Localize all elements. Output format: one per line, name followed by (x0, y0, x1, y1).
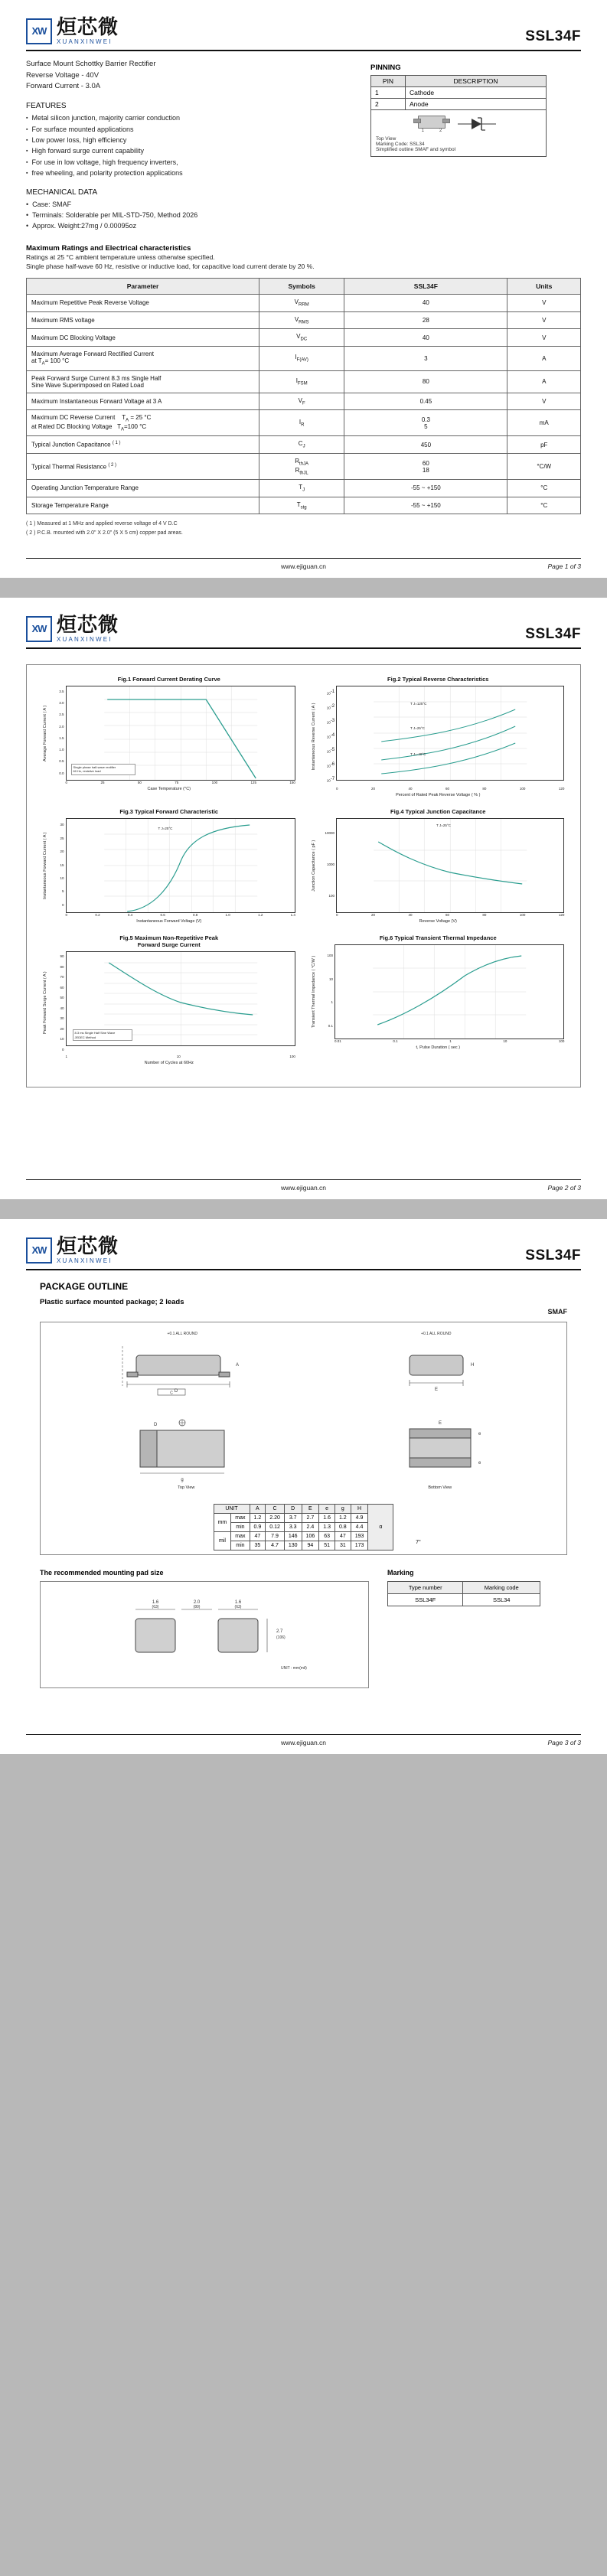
param-value: 450 (344, 436, 507, 454)
chart-plot-area (336, 818, 564, 913)
chart-title: Fig.6 Typical Transient Thermal Impedance (379, 934, 497, 942)
table-row (214, 1523, 393, 1532)
part-number-title: SSL34F (525, 1247, 581, 1264)
curve-label-25c: T J=25°C (158, 827, 173, 831)
svg-text:UNIT : mm(mil): UNIT : mm(mil) (281, 1666, 307, 1671)
page-2 (0, 598, 607, 1199)
table-row (27, 453, 581, 479)
chart-xlabel: Percent of Rated Peak Reverse Voltage ( % ) (396, 793, 481, 798)
page-footer (26, 1179, 581, 1192)
chart-xlabel: Number of Cycles at 60Hz (144, 1061, 194, 1066)
table-row (371, 87, 547, 99)
param-value: 80 (344, 370, 507, 393)
col-D: D (284, 1505, 302, 1514)
param-symbol: $C_J$ (259, 436, 344, 454)
marking-table (387, 1581, 540, 1606)
param-value: 0.45 (344, 393, 507, 410)
param-value: 28 (344, 311, 507, 329)
col-parameter: Parameter (27, 279, 259, 295)
page-header (26, 17, 581, 51)
row-qualifier: min (231, 1523, 250, 1532)
list-item: ▪ free wheeling, and polarity protection applications (26, 168, 355, 178)
table-header-row (388, 1582, 540, 1594)
marking-code-value: SSL34 (463, 1594, 540, 1606)
table-row (27, 346, 581, 370)
col-E: E (302, 1505, 319, 1514)
marking-heading: Marking (387, 1569, 414, 1577)
part-number-title: SSL34F (525, 626, 581, 643)
top-view-label: Top View (178, 1485, 195, 1491)
dim-A: 47 (250, 1532, 266, 1541)
list-item: • Case: SMAF (26, 199, 355, 210)
dim-C: 0.12 (266, 1523, 285, 1532)
col-unit: UNIT (214, 1505, 250, 1514)
chart-title: Fig.1 Forward Current Derating Curve (117, 676, 220, 683)
chart-plot-area (66, 818, 295, 913)
table-row (27, 480, 581, 497)
chart-fig4: Fig.4 Typical Junction Capacitance Junction Capacitance ( pF ) 10000 1000 100 T J=25°C 0 20 40 60 80 100 120 Reverse Voltage (V) (312, 808, 565, 924)
logo-pinyin-name: XUANXINWEI (57, 1257, 113, 1265)
smaf-body-icon (418, 116, 445, 129)
col-value: SSL34F (344, 279, 507, 295)
param-symbol: $I_{F(AV)}$ (259, 346, 344, 370)
pin-desc: Anode (406, 99, 547, 110)
pin-1-label: 1 (421, 129, 424, 133)
table-row (27, 311, 581, 329)
mounting-pad-heading: The recommended mounting pad size (40, 1569, 164, 1577)
svg-text:(106): (106) (276, 1635, 286, 1641)
footer-page-number: Page 3 of 3 (547, 1739, 581, 1747)
page-header (26, 1236, 581, 1270)
dim-A: 0.9 (250, 1523, 266, 1532)
company-logo (26, 615, 119, 643)
table-header-row (214, 1505, 393, 1514)
col-type-number: Type number (388, 1582, 463, 1594)
param-value: -55 ~ +150 (344, 497, 507, 514)
table-row (27, 295, 581, 312)
table-row (27, 497, 581, 514)
logo-mark-icon: XW (26, 1237, 52, 1264)
dim-e: 63 (319, 1532, 335, 1541)
param-name: Maximum DC Reverse Current $T_A = 25$ °C at Rated DC Blocking Voltage $T_A=100$ °C (27, 410, 259, 436)
drawing-row-side-views (50, 1332, 557, 1398)
logo-chinese-name: 烜芯微 (57, 15, 119, 38)
pinning-heading: PINNING (370, 64, 401, 72)
param-name: Maximum Average Forward Rectified Current at $T_A= 100$ °C (27, 346, 259, 370)
curve-label-125c: T J=125°C (410, 702, 427, 706)
intro-line-2: Reverse Voltage - 40V (26, 70, 100, 80)
dim-D: 130 (284, 1541, 302, 1550)
intro-line-3: Forward Current - 3.0A (26, 82, 101, 91)
svg-text:(63): (63) (234, 1605, 242, 1610)
dim-D: 3.3 (284, 1523, 302, 1532)
param-symbol: $T_J$ (259, 480, 344, 497)
param-value: 40 (344, 295, 507, 312)
logo-chinese-name: 烜芯微 (57, 613, 119, 637)
chart-title: Fig.3 Typical Forward Characteristic (119, 808, 219, 816)
page-header (26, 615, 581, 649)
param-unit: °C/W (507, 453, 581, 479)
pin-2-label: 2 (439, 129, 442, 133)
param-unit: V (507, 393, 581, 410)
list-item: ▪ Low power loss, high efficiency (26, 135, 355, 145)
mounting-pad-drawing (40, 1581, 369, 1688)
col-pin: PIN (371, 76, 406, 87)
param-value: 3 (344, 346, 507, 370)
col-units: Units (507, 279, 581, 295)
table-row (27, 370, 581, 393)
package-outline-thumb (370, 110, 547, 157)
chart-title: Fig.2 Typical Reverse Characteristics (387, 676, 489, 683)
dim-e: 1.3 (319, 1523, 335, 1532)
param-name: Maximum DC Blocking Voltage (27, 329, 259, 347)
chart-fig3: Fig.3 Typical Forward Characteristic Instantaneous Forward Current ( A ) 30 25 20 15 10 5 0 T J=25°C 0 0.2 0.4 0.6 0.8 1.0 1.2 1.4 Instantaneous Forward Voltage (V) (42, 808, 295, 924)
chart-row-1 (34, 676, 573, 797)
dim-g: 31 (335, 1541, 351, 1550)
chart-fig6: Fig.6 Typical Transient Thermal Impedance Transient Thermal Impedance ( °C/W ) 100 10 1 0.1 0.01 0.1 1 10 100 t, Pulse Duration ( sec ) (312, 934, 565, 1051)
round-note-right: +0.1 ALL ROUND (421, 1332, 452, 1337)
ratings-table (26, 278, 581, 514)
chart-ylabel: Instantaneous Forward Current ( A ) (42, 832, 47, 900)
list-item: • Terminals: Solderable per MIL-STD-750, Method 2026 (26, 210, 355, 220)
ratings-note-2: Single phase half-wave 60 Hz, resistive or inductive load, for capacitive load current derate by 20 %. (26, 262, 315, 271)
dim-C: 7.9 (266, 1532, 285, 1541)
table-row (214, 1514, 393, 1523)
pin-desc: Cathode (406, 87, 547, 99)
dim-H: 173 (351, 1541, 368, 1550)
svg-text:D: D (175, 1389, 178, 1394)
dim-A: 35 (250, 1541, 266, 1550)
table-row (388, 1594, 540, 1606)
param-unit: °C (507, 497, 581, 514)
col-marking-code: Marking code (463, 1582, 540, 1594)
dim-g: 1.2 (335, 1514, 351, 1523)
param-name: Maximum Instantaneous Forward Voltage at 3 A (27, 393, 259, 410)
svg-text:(80): (80) (193, 1605, 201, 1610)
ratings-heading: Maximum Ratings and Electrical characteristics (26, 243, 191, 253)
param-unit: V (507, 295, 581, 312)
svg-text:e: e (478, 1432, 481, 1437)
features-heading: FEATURES (26, 102, 67, 111)
page-1 (0, 0, 607, 578)
param-value: -55 ~ +150 (344, 480, 507, 497)
param-name: Typical Thermal Resistance $^{( 2 )}$ (27, 453, 259, 479)
logo-chinese-name: 烜芯微 (57, 1234, 119, 1258)
table-header-row (371, 76, 547, 87)
curve-label-m40c: T J=-40°C (410, 752, 426, 757)
col-g: g (335, 1505, 351, 1514)
col-C: C (266, 1505, 285, 1514)
chart-row-3 (34, 934, 573, 1065)
pkg-note-2: Marking Code: SSL34 (376, 142, 425, 147)
features-list (26, 112, 355, 178)
pkg-note-1: Top View (376, 136, 397, 142)
product-intro (26, 59, 355, 93)
chart-ylabel: Average Forward Current ( A ) (42, 705, 47, 761)
col-angle: α (368, 1505, 393, 1550)
chart-plot-area (336, 686, 564, 781)
unit-mil: mil (214, 1532, 231, 1550)
chart-plot-area (66, 951, 295, 1046)
param-name: Typical Junction Capacitance $^{( 1 )}$ (27, 436, 259, 454)
mechanical-heading: MECHANICAL DATA (26, 187, 98, 197)
svg-text:1.6: 1.6 (234, 1600, 242, 1606)
chart-xlabel: Reverse Voltage (V) (419, 919, 457, 924)
svg-text:C: C (170, 1391, 174, 1396)
param-symbol: $V_{RRM}$ (259, 295, 344, 312)
footer-website[interactable]: www.ejiguan.cn (280, 1739, 327, 1747)
footer-page-number: Page 2 of 3 (547, 1184, 581, 1192)
svg-text:D: D (154, 1423, 158, 1428)
chart-plot-area (335, 944, 564, 1039)
col-description: DESCRIPTION (406, 76, 547, 87)
curve-label-25c: T J=25°C (410, 726, 425, 731)
curve-label-25c: T J=25°C (436, 823, 451, 828)
table-header-row (27, 279, 581, 295)
param-name: Maximum Repetitive Peak Reverse Voltage (27, 295, 259, 312)
table-row (27, 410, 581, 436)
dim-A: 1.2 (250, 1514, 266, 1523)
chart-annotation: 8.3 ms Single Half Sine Wave JEDEC Method (73, 1029, 132, 1041)
chart-title: Fig.4 Typical Junction Capacitance (390, 808, 486, 816)
svg-text:(63): (63) (152, 1605, 159, 1610)
param-unit: V (507, 311, 581, 329)
table-row (371, 99, 547, 110)
dim-E: 106 (302, 1532, 319, 1541)
package-name-label: SMAF (547, 1308, 567, 1316)
svg-text:2.0: 2.0 (193, 1600, 201, 1606)
logo-mark-icon: XW (26, 616, 52, 642)
dim-D: 146 (284, 1532, 302, 1541)
param-unit: A (507, 346, 581, 370)
param-value: 40 (344, 329, 507, 347)
company-logo (26, 17, 119, 45)
col-e: e (319, 1505, 335, 1514)
svg-text:2.7: 2.7 (276, 1629, 283, 1635)
param-name: Storage Temperature Range (27, 497, 259, 514)
footer-page-number: Page 1 of 3 (547, 562, 581, 571)
param-symbol: $V_F$ (259, 393, 344, 410)
pin-number: 2 (371, 99, 406, 110)
svg-text:1.6: 1.6 (152, 1600, 159, 1606)
param-unit: pF (507, 436, 581, 454)
table-row (27, 393, 581, 410)
table-row (27, 329, 581, 347)
svg-text:H: H (470, 1363, 475, 1368)
param-symbol: $I_R$ (259, 410, 344, 436)
dim-H: 193 (351, 1532, 368, 1541)
package-drawings (40, 1322, 567, 1555)
list-item: ▪ For surface mounted applications (26, 124, 355, 135)
dim-H: 4.9 (351, 1514, 368, 1523)
dim-g: 47 (335, 1532, 351, 1541)
chart-xlabel: t, Pulse Duration ( sec ) (416, 1045, 460, 1051)
param-value: 0.3 5 (344, 410, 507, 436)
dim-e: 51 (319, 1541, 335, 1550)
part-number-title: SSL34F (525, 28, 581, 44)
param-name: Peak Forward Surge Current 8.3 ms Single Half Sine Wave Superimposed on Rated Load (27, 370, 259, 393)
chart-row-2 (34, 808, 573, 924)
chart-ylabel: Peak Forward Surge Current ( A ) (42, 972, 47, 1035)
param-symbol: $T_{stg}$ (259, 497, 344, 514)
drawing-row-top-bottom (50, 1412, 557, 1490)
footer-website[interactable]: www.ejiguan.cn (280, 1184, 327, 1192)
ratings-note-1: Ratings at 25 °C ambient temperature unless otherwise specified. (26, 253, 215, 261)
page-footer (26, 558, 581, 570)
dim-E: 94 (302, 1541, 319, 1550)
round-note-left: +0.1 ALL ROUND (167, 1332, 197, 1337)
chart-fig5: Fig.5 Maximum Non-Repetitive Peak Forward Surge Current Peak Forward Surge Current ( A ) 90 80 70 60 50 40 30 20 10 0 8.3 ms Single Half Sine Wave JEDEC Method 1 10 100 Number of Cycles at 60Hz (42, 934, 295, 1066)
col-A: A (250, 1505, 266, 1514)
list-item: ▪ For use in low voltage, high frequency inverters, (26, 157, 355, 168)
chart-xlabel: Instantaneous Forward Voltage (V) (136, 919, 202, 924)
dim-e: 1.6 (319, 1514, 335, 1523)
svg-text:E: E (434, 1387, 438, 1393)
footer-website[interactable]: www.ejiguan.cn (280, 562, 327, 571)
chart-ylabel: Transient Thermal Impedance ( °C/W ) (312, 956, 317, 1029)
svg-text:A: A (236, 1363, 240, 1368)
pkg-note-3: Simplified outline SMAF and symbol (376, 147, 456, 152)
dim-H: 4.4 (351, 1523, 368, 1532)
logo-pinyin-name: XUANXINWEI (57, 38, 113, 45)
dim-D: 3.7 (284, 1514, 302, 1523)
page-3 (0, 1219, 607, 1754)
footnote-2: ( 2 ) P.C.B. mounted with 2.0" X 2.0" (5 X 5 cm) copper pad areas. (26, 530, 183, 536)
package-outline-subtitle: Plastic surface mounted package; 2 leads (40, 1298, 184, 1307)
company-logo (26, 1236, 119, 1264)
mechanical-list (26, 199, 355, 232)
row-qualifier: min (231, 1541, 250, 1550)
param-symbol: $V_{RMS}$ (259, 311, 344, 329)
svg-text:E: E (438, 1421, 442, 1427)
param-name: Operating Junction Temperature Range (27, 480, 259, 497)
pin-number: 1 (371, 87, 406, 99)
param-name: Maximum RMS voltage (27, 311, 259, 329)
svg-text:g: g (181, 1478, 184, 1483)
list-item: ▪ High forward surge current capability (26, 145, 355, 156)
param-symbol: $I_{FSM}$ (259, 370, 344, 393)
chart-annotation: Single phase half-wave rectifier 60 Hz, resistive load (71, 764, 135, 775)
param-unit: V (507, 329, 581, 347)
top-view-drawing (109, 1412, 263, 1485)
pin-index-labels (418, 129, 445, 133)
page-footer (26, 1734, 581, 1746)
chart-xlabel: Case Temperature (°C) (147, 787, 191, 792)
dim-E: 2.7 (302, 1514, 319, 1523)
col-H: H (351, 1505, 368, 1514)
param-unit: A (507, 370, 581, 393)
side-view-drawing (113, 1339, 251, 1398)
row-qualifier: max (231, 1532, 250, 1541)
intro-line-1: Surface Mount Schottky Barrier Rectifier (26, 60, 156, 68)
chart-ylabel: Instantaneous Reverse Current ( A ) (312, 703, 317, 771)
dim-g: 0.8 (335, 1523, 351, 1532)
svg-text:e: e (478, 1461, 481, 1466)
package-outline-heading: PACKAGE OUTLINE (40, 1281, 129, 1293)
dim-C: 2.20 (266, 1514, 285, 1523)
dim-C: 4.7 (266, 1541, 285, 1550)
dim-E: 2.4 (302, 1523, 319, 1532)
param-symbol: $R_{thJA}$ $R_{thJL}$ (259, 453, 344, 479)
unit-mm: mm (214, 1514, 231, 1532)
logo-mark-icon: XW (26, 18, 52, 44)
chart-fig2: Fig.2 Typical Reverse Characteristics Instantaneous Reverse Current ( A ) 10-1 10-2 10-3 10-4 10-5 10-6 10-7 T J=125°C T J=25°C T J=-40°C 0 20 40 60 80 100 120 Percent of Rated Peak Reverse Voltage ( % ) (312, 676, 565, 798)
param-value: 60 18 (344, 453, 507, 479)
chart-ylabel: Junction Capacitance ( pF ) (312, 840, 317, 892)
angle-value: 7° (416, 1540, 421, 1546)
list-item: ▪ Metal silicon junction, majority carrier conduction (26, 112, 355, 123)
diode-symbol-icon (456, 115, 499, 133)
list-item: • Approx. Weight:27mg / 0.00095oz (26, 220, 355, 231)
param-symbol: $V_{DC}$ (259, 329, 344, 347)
chart-fig1: Fig.1 Forward Current Derating Curve Average Forward Current ( A ) 3.5 3.0 2.5 2.0 1.5 1.0 0.5 0.0 Single phase half-wave rectifier 60 Hz, resistive load 0 25 50 75 100 125 150 Case Temperature (°C) (42, 676, 295, 792)
param-unit: mA (507, 410, 581, 436)
row-qualifier: max (231, 1514, 250, 1523)
type-number-value: SSL34F (388, 1594, 463, 1606)
characteristic-curves (26, 664, 581, 1087)
package-drawing (376, 115, 541, 133)
col-symbols: Symbols (259, 279, 344, 295)
pinning-table (370, 75, 547, 110)
mounting-and-marking (40, 1569, 567, 1688)
footnotes (26, 520, 581, 538)
table-row (27, 436, 581, 454)
chart-plot-area (66, 686, 295, 781)
end-view-drawing (379, 1339, 494, 1398)
logo-pinyin-name: XUANXINWEI (57, 636, 113, 644)
bottom-view-label: Bottom View (428, 1485, 452, 1491)
bottom-view-drawing (383, 1412, 498, 1485)
param-unit: °C (507, 480, 581, 497)
footnote-1: ( 1 ) Measured at 1 MHz and applied reverse voltage of 4 V D.C (26, 521, 178, 527)
chart-title: Fig.5 Maximum Non-Repetitive Peak Forward Surge Current (119, 934, 219, 949)
